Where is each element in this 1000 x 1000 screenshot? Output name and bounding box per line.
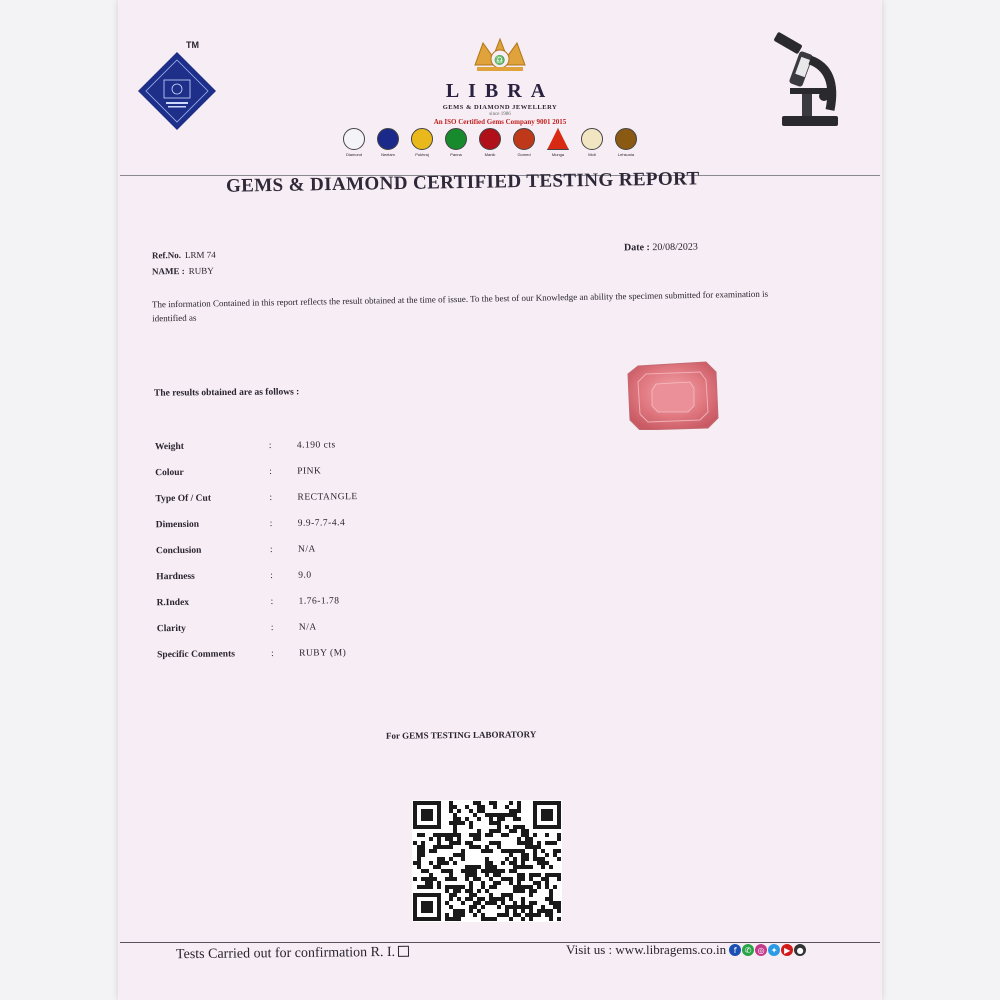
stone-swatch [445,128,467,150]
stone-item [408,128,436,164]
stone-item [510,128,538,164]
instagram-icon[interactable]: ◎ [755,944,767,956]
lab-logo-icon [136,50,218,132]
spec-label: R.Index [156,597,190,609]
stone-label: Manik [484,152,496,157]
stone-swatch [547,128,569,150]
trademark-mark: TM [186,40,199,50]
results-heading: The results obtained are as follows : [153,387,300,399]
spec-value: 9.9-7.7-4.4 [297,518,346,529]
stone-item [544,128,572,164]
stone-item [578,128,606,164]
whatsapp-icon[interactable]: ✆ [742,944,754,956]
microscope-icon [768,30,848,130]
specs-table [155,430,577,668]
name-value: RUBY [188,265,214,276]
footer-website [566,942,806,958]
stone-item [476,128,504,164]
report-title: GEMS & DIAMOND CERTIFIED TESTING REPORT [225,168,700,197]
brand-name: LIBRA [445,80,555,102]
footer-note-text: Tests Carried out for confirmation R. I. [175,944,396,963]
date-label: Date : [623,242,650,254]
stone-item [442,128,470,164]
stone-swatch [377,128,399,150]
qr-code[interactable] [412,800,562,922]
spec-value: 4.190 cts [296,440,336,451]
stone-label: Diamond [345,152,362,157]
gemstone-strip [340,128,640,164]
ref-number [152,250,216,261]
spec-label: Weight [154,441,185,453]
youtube-icon[interactable]: ▶ [781,944,793,956]
spec-label: Specific Comments [157,649,235,661]
spec-value: N/A [297,544,316,555]
spec-label: Dimension [155,519,200,531]
brand-subtitle: GEMS & DIAMOND JEWELLERY [442,104,558,111]
lab-signature-label: For GEMS TESTING LABORATORY [385,729,537,741]
brand-iso-line: An ISO Certified Gems Company 9001 2015 [433,118,567,126]
pinterest-icon[interactable]: ● [794,944,806,956]
spec-value: 9.0 [298,570,312,581]
spec-value: 1.76-1.78 [298,596,340,607]
stone-label: Panna [450,152,462,157]
stone-label: Pukhraj [415,152,429,157]
spec-colon: : [270,570,273,582]
footer-note [176,945,409,963]
stone-swatch [411,128,433,150]
date-value: 20/08/2023 [652,241,698,254]
stone-swatch [581,128,603,150]
spec-value: PINK [297,466,322,477]
stone-item [612,128,640,164]
stone-label: Neelam [381,152,395,157]
spec-value: RUBY (M) [299,648,347,659]
spec-colon: : [269,544,273,556]
footer-checkbox-icon [398,946,409,957]
gem-name [152,266,214,277]
brand-established: since 1986 [489,112,511,117]
spec-colon: : [269,466,272,478]
spec-colon: : [269,492,273,504]
svg-text:♎: ♎ [494,55,506,65]
brand-crown-icon [465,35,535,79]
stone-swatch [513,128,535,150]
stone-label: Moti [588,152,596,157]
website-text[interactable]: Visit us : www.libragems.co.in [566,942,727,957]
spec-label: Clarity [156,623,186,635]
spec-colon: : [270,622,274,634]
spec-value: RECTANGLE [297,492,358,503]
spec-label: Type Of / Cut [155,493,212,505]
stone-label: Munga [551,152,565,157]
stone-item [340,128,368,164]
stone-swatch [479,128,501,150]
stone-swatch [615,128,637,150]
social-icons [729,944,806,956]
facebook-icon[interactable]: f [729,944,741,956]
intro-paragraph: The information Contained in this report reflects the result obtained at the time of issue. To the best of our Knowledge an ability the specimen submitted for examination is identified as [151,288,769,324]
stone-item [374,128,402,164]
spec-colon: : [270,596,274,608]
spec-label: Hardness [156,571,195,583]
ref-value: LRM 74 [184,249,216,260]
spec-colon: : [269,518,273,530]
ref-label: Ref.No. [151,250,182,261]
spec-label: Conclusion [155,545,202,557]
spec-colon: : [268,440,272,452]
spec-label: Colour [155,467,184,479]
spec-value: N/A [298,622,317,633]
stone-label: Gomed [517,152,531,157]
stone-label: Lehsunia [617,152,635,157]
name-label: NAME : [151,265,185,277]
spec-row [157,638,577,668]
spec-colon: : [271,648,274,659]
ruby-gem-image [624,360,720,430]
report-date [624,242,698,254]
stone-swatch [343,128,365,150]
twitter-icon[interactable]: ✦ [768,944,780,956]
